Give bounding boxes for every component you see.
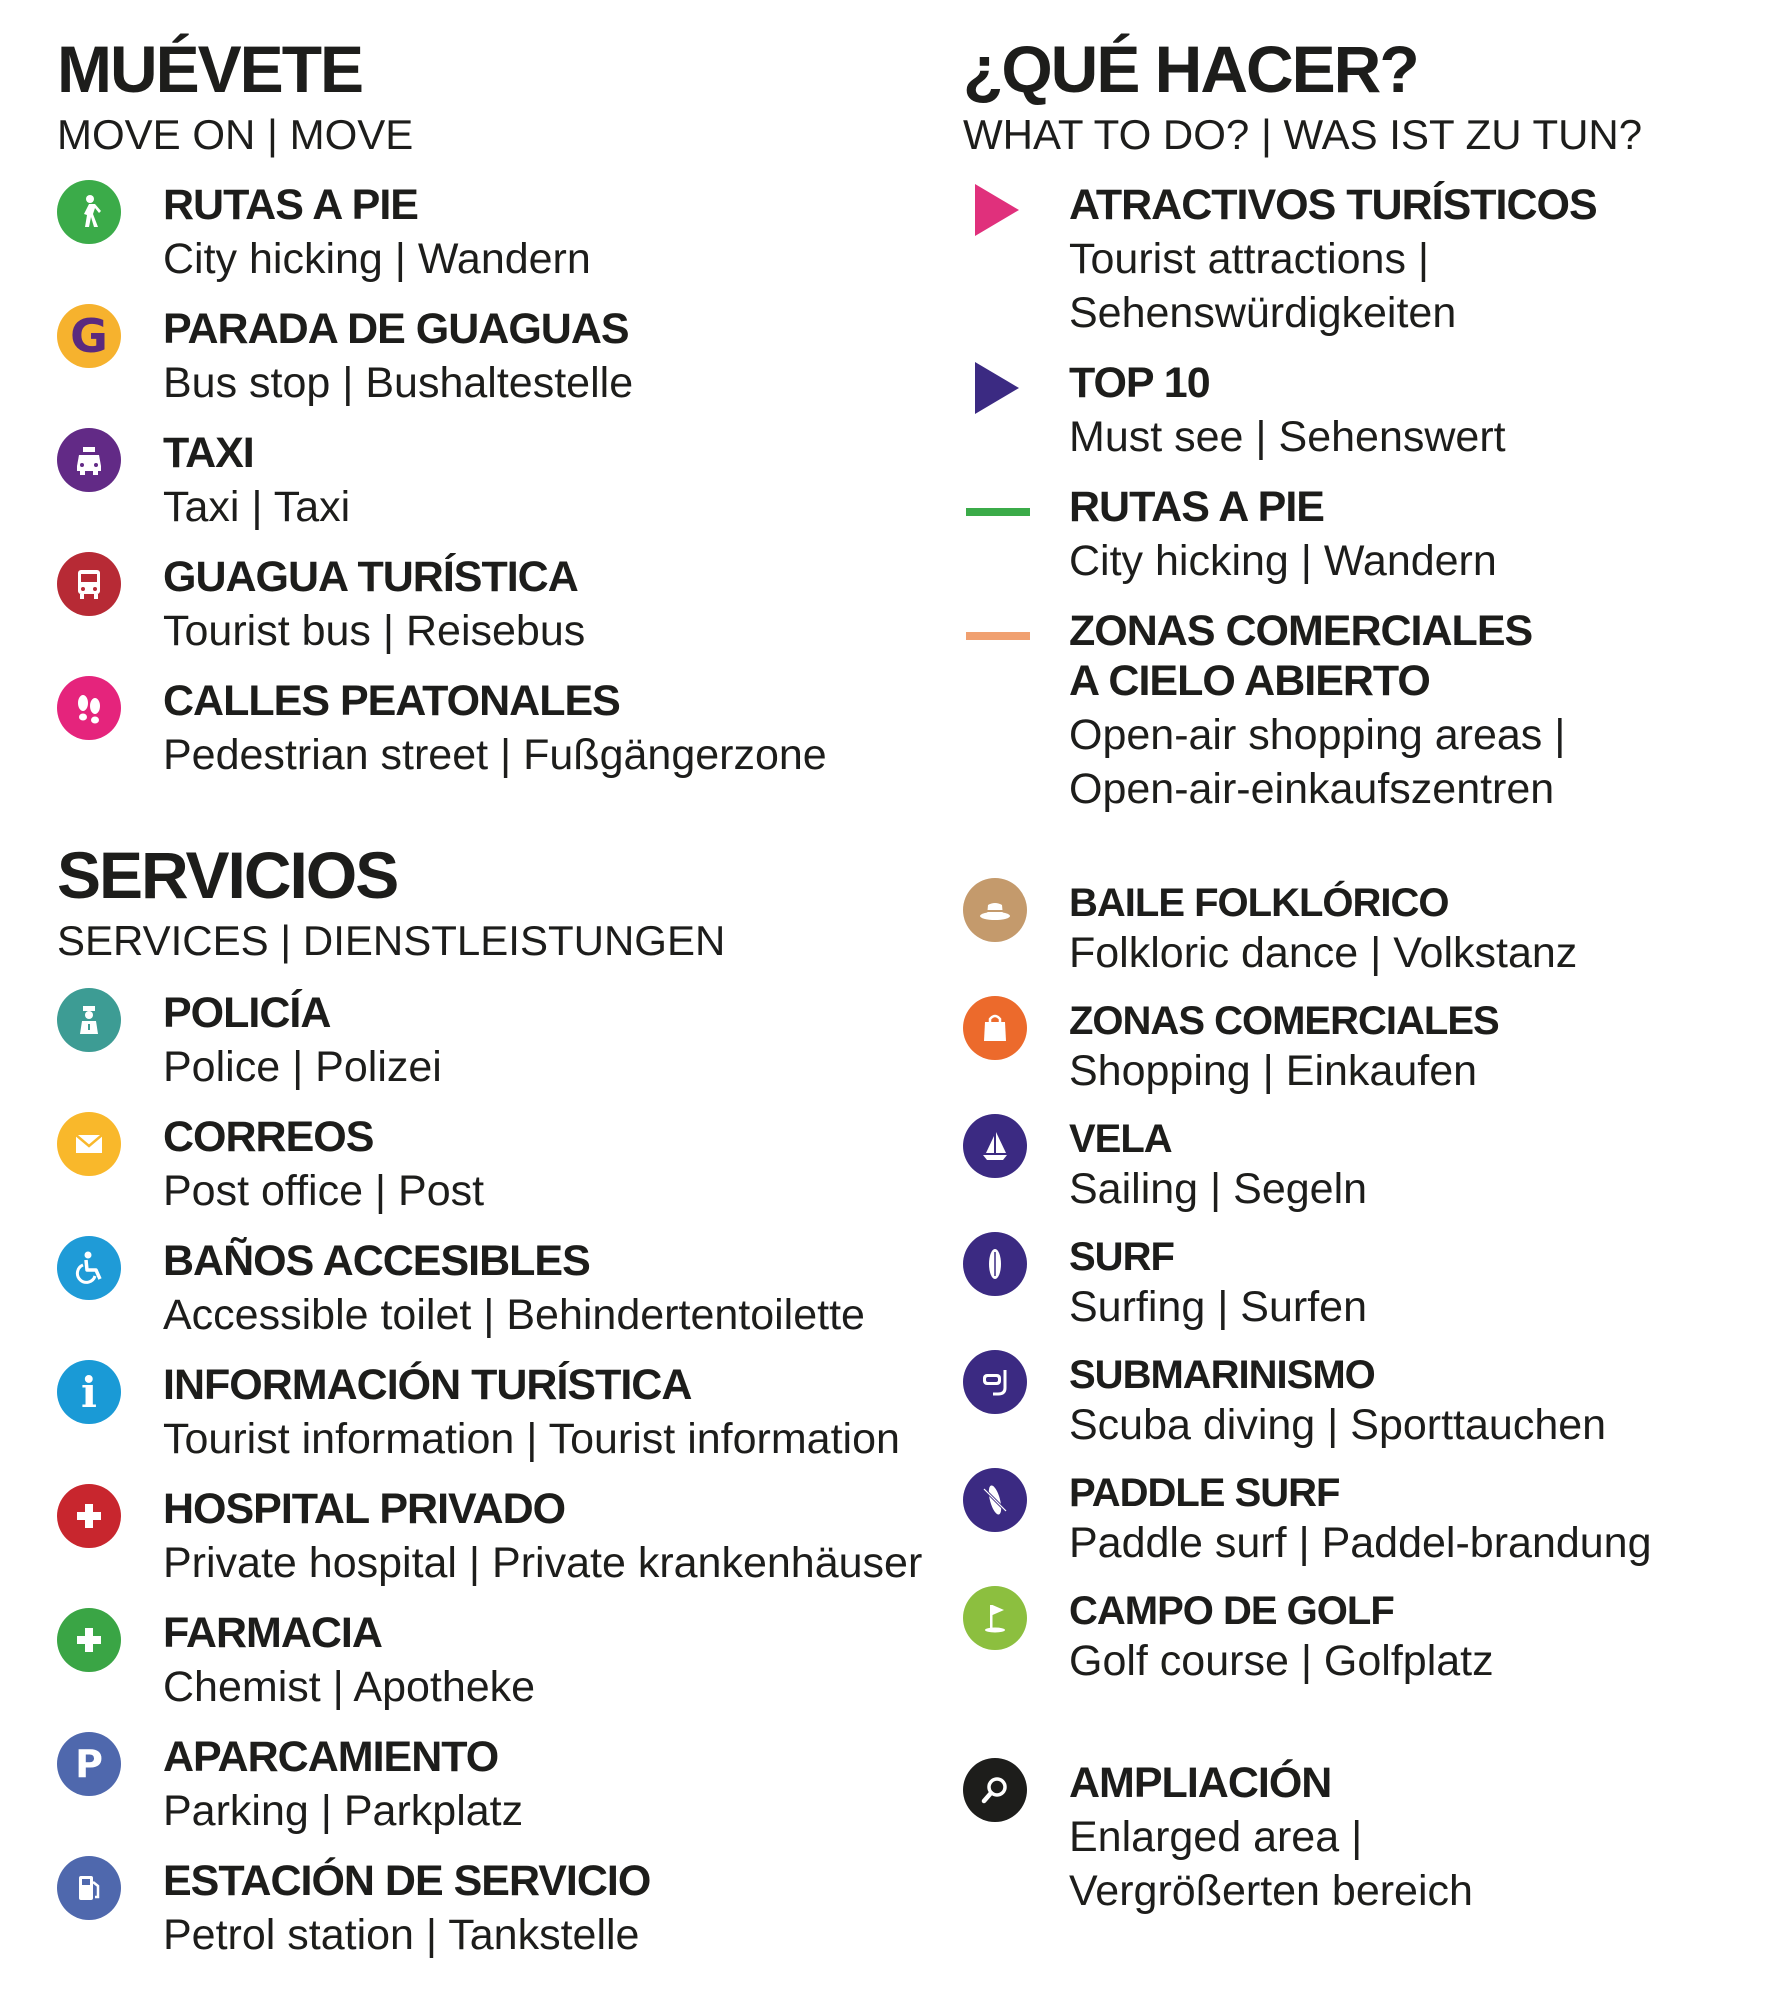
- legend-item-subtitle: Shopping | Einkaufen: [1069, 1047, 1478, 1095]
- legend-item-title: CAMPO DE GOLF: [1069, 1589, 1394, 1633]
- legend-item-subtitle: Pedestrian street | Fußgängerzone: [163, 731, 827, 779]
- golf-flag-icon: [963, 1586, 1027, 1650]
- legend-item-subtitle: Tourist attractions |: [1069, 235, 1430, 283]
- legend-item-title: ATRACTIVOS TURÍSTICOS: [1069, 181, 1597, 229]
- legend-item-subtitle: Golf course | Golfplatz: [1069, 1637, 1494, 1685]
- muevete-title: MUÉVETE: [57, 32, 363, 106]
- legend-item-subtitle: Enlarged area |: [1069, 1813, 1363, 1861]
- legend-item-subtitle: Private hospital | Private krankenhäuser: [163, 1539, 923, 1587]
- legend-item-title: PARADA DE GUAGUAS: [163, 305, 629, 353]
- parking-icon: P: [57, 1732, 121, 1796]
- legend-item-title: ZONAS COMERCIALES: [1069, 607, 1533, 655]
- paddle-icon: [963, 1468, 1027, 1532]
- que-hacer-subtitle: WHAT TO DO? | WAS IST ZU TUN?: [963, 111, 1643, 158]
- legend-item-title: BAÑOS ACCESIBLES: [163, 1237, 590, 1285]
- legend-item-title: APARCAMIENTO: [163, 1733, 499, 1781]
- hat-icon: [963, 878, 1027, 942]
- legend-item-title: HOSPITAL PRIVADO: [163, 1485, 566, 1533]
- diving-mask-icon: [963, 1350, 1027, 1414]
- legend-item-title: FARMACIA: [163, 1609, 382, 1657]
- legend-item-subtitle: Surfing | Surfen: [1069, 1283, 1367, 1331]
- legend-item-title: INFORMACIÓN TURÍSTICA: [163, 1361, 692, 1409]
- info-icon: i: [57, 1360, 121, 1424]
- legend-item-title: RUTAS A PIE: [163, 181, 418, 229]
- legend-item-subtitle: Tourist bus | Reisebus: [163, 607, 586, 655]
- legend-item-subtitle: Open-air shopping areas |: [1069, 711, 1566, 759]
- surfboard-icon: [963, 1232, 1027, 1296]
- legend-item-title: TOP 10: [1069, 359, 1210, 407]
- legend-item-subtitle: Paddle surf | Paddel-brandung: [1069, 1519, 1652, 1567]
- servicios-subtitle: SERVICES | DIENSTLEISTUNGEN: [57, 917, 726, 964]
- fuel-pump-icon: [57, 1856, 121, 1920]
- legend-item-title: PADDLE SURF: [1069, 1471, 1340, 1515]
- hospital-cross-icon: [57, 1484, 121, 1548]
- legend-item-subtitle: Petrol station | Tankstelle: [163, 1911, 640, 1959]
- pink-triangle-icon: [975, 184, 1019, 236]
- bus-stop-icon: G: [57, 304, 121, 368]
- pedestrian-icon: [57, 180, 121, 244]
- police-icon: [57, 988, 121, 1052]
- legend-item-title: SURF: [1069, 1235, 1174, 1279]
- que-hacer-title: ¿QUÉ HACER?: [963, 32, 1418, 106]
- legend-item-title: BAILE FOLKLÓRICO: [1069, 881, 1449, 925]
- muevete-subtitle: MOVE ON | MOVE: [57, 111, 414, 158]
- legend-item-subtitle-2: Vergrößerten bereich: [1069, 1867, 1473, 1915]
- legend-item-subtitle: Folkloric dance | Volkstanz: [1069, 929, 1578, 977]
- legend-item-subtitle: Parking | Parkplatz: [163, 1787, 524, 1835]
- purple-triangle-icon: [975, 362, 1019, 414]
- legend-item-subtitle: Post office | Post: [163, 1167, 485, 1215]
- legend-item-subtitle: Tourist information | Tourist information: [163, 1415, 900, 1463]
- legend-item-title: ESTACIÓN DE SERVICIO: [163, 1857, 651, 1905]
- legend-item-title: POLICÍA: [163, 989, 331, 1037]
- legend-item-title: TAXI: [163, 429, 254, 477]
- legend-item-title: CALLES PEATONALES: [163, 677, 620, 725]
- legend-item-title: VELA: [1069, 1117, 1172, 1161]
- envelope-icon: [57, 1112, 121, 1176]
- legend-item-title: GUAGUA TURÍSTICA: [163, 553, 578, 601]
- legend-item-subtitle: City hicking | Wandern: [163, 235, 591, 283]
- servicios-title: SERVICIOS: [57, 838, 398, 912]
- legend-item-subtitle: City hicking | Wandern: [1069, 537, 1497, 585]
- taxi-icon: [57, 428, 121, 492]
- legend-item-subtitle: Sailing | Segeln: [1069, 1165, 1368, 1213]
- legend-item-subtitle-2: Open-air-einkaufszentren: [1069, 765, 1555, 813]
- tourist-bus-icon: [57, 552, 121, 616]
- shopping-bag-icon: [963, 996, 1027, 1060]
- sailboat-icon: [963, 1114, 1027, 1178]
- legend-item-title: AMPLIACIÓN: [1069, 1759, 1332, 1807]
- legend-item-subtitle: Bus stop | Bushaltestelle: [163, 359, 634, 407]
- legend-item-subtitle: Police | Polizei: [163, 1043, 442, 1091]
- legend-item-subtitle: Must see | Sehenswert: [1069, 413, 1506, 461]
- pharmacy-cross-icon: [57, 1608, 121, 1672]
- legend-item-subtitle: Accessible toilet | Behindertentoilette: [163, 1291, 865, 1339]
- legend-item-subtitle: Chemist | Apotheke: [163, 1663, 536, 1711]
- footprints-icon: [57, 676, 121, 740]
- legend-item-title: ZONAS COMERCIALES: [1069, 999, 1499, 1043]
- magnifier-icon: [963, 1758, 1027, 1822]
- legend-item-title: RUTAS A PIE: [1069, 483, 1324, 531]
- legend-item-subtitle: Taxi | Taxi: [163, 483, 351, 531]
- green-line-icon: [966, 508, 1030, 516]
- legend-item-title: SUBMARINISMO: [1069, 1353, 1375, 1397]
- legend-item-subtitle-2: Sehenswürdigkeiten: [1069, 289, 1457, 337]
- wheelchair-icon: [57, 1236, 121, 1300]
- legend-item-title: CORREOS: [163, 1113, 374, 1161]
- legend-item-subtitle: Scuba diving | Sporttauchen: [1069, 1401, 1607, 1449]
- orange-line-icon: [966, 632, 1030, 640]
- legend-item-title-2: A CIELO ABIERTO: [1069, 657, 1430, 705]
